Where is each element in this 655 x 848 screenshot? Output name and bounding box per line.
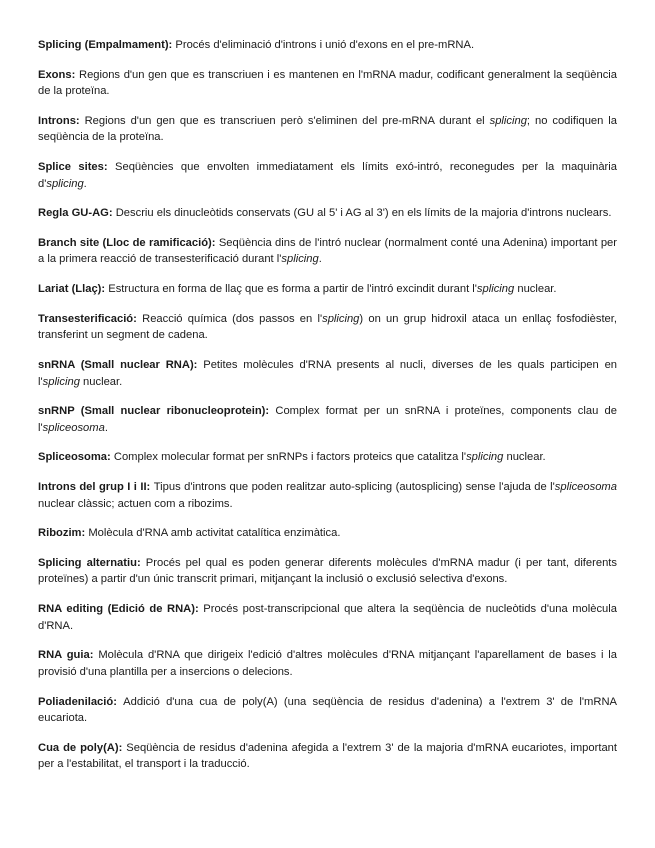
glossary-entry bbox=[38, 281, 617, 298]
glossary-term: Splicing (Empalmament): bbox=[38, 39, 173, 51]
glossary-term: Cua de poly(A): bbox=[38, 741, 123, 754]
definition-text: Descriu els dinucleòtids conservats (GU al 5' i AG al 3') en els límits de la majoria d'introns nuclears. bbox=[115, 207, 612, 220]
italic-term: splicing bbox=[489, 114, 527, 127]
definition-text: Molècula d'RNA que dirigeix l'edició d'altres molècules d'RNA mitjançant l'aparellament de bases i la provisió d'una plantilla per a insercions o delecions. bbox=[38, 649, 618, 678]
definition-text: Complex molecular format per snRNPs i factors proteics que catalitza l' bbox=[113, 451, 467, 464]
glossary-entry bbox=[38, 601, 617, 634]
glossary-definition bbox=[114, 451, 546, 463]
glossary-entry bbox=[38, 479, 617, 512]
definition-text: Seqüència de residus d'adenina afegida a l'extrem 3' de la majoria d'mRNA eucariotes, important per a l'estabilitat, el transport i la traducció. bbox=[38, 741, 618, 771]
glossary-term: Ribozim: bbox=[38, 527, 86, 540]
definition-text: Procés d'eliminació d'introns i unió d'exons en el pre-mRNA. bbox=[175, 39, 475, 51]
glossary-definition bbox=[116, 207, 612, 219]
glossary-definition bbox=[175, 39, 474, 51]
glossary-term: Transesterificació: bbox=[38, 312, 137, 325]
definition-text: Regions d'un gen que es transcriuen i es mantenen en l'mRNA madur, codificant generalment la seqüència de la proteïna. bbox=[38, 68, 618, 98]
glossary-term: RNA guia: bbox=[38, 649, 94, 662]
glossary-entry bbox=[38, 311, 617, 344]
italic-term: splicing bbox=[281, 253, 319, 266]
glossary-list bbox=[38, 37, 617, 773]
glossary-term: Branch site (Lloc de ramificació): bbox=[38, 236, 216, 249]
glossary-entry bbox=[38, 740, 617, 773]
glossary-definition bbox=[38, 69, 617, 98]
glossary-term: Regla GU-AG: bbox=[38, 207, 113, 220]
italic-term: splicing bbox=[46, 177, 84, 190]
glossary-term: Poliadenilació: bbox=[38, 695, 117, 708]
glossary-entry bbox=[38, 205, 617, 222]
glossary-entry bbox=[38, 449, 617, 466]
glossary-definition bbox=[88, 527, 340, 539]
definition-text: Estructura en forma de llaç que es forma a partir de l'intró excindit durant l' bbox=[108, 283, 477, 296]
italic-term: spliceosoma bbox=[42, 421, 105, 434]
glossary-page bbox=[38, 37, 617, 786]
glossary-term: RNA editing (Edició de RNA): bbox=[38, 603, 199, 616]
italic-term: splicing bbox=[322, 312, 360, 325]
glossary-entry bbox=[38, 37, 617, 54]
glossary-entry bbox=[38, 403, 617, 436]
glossary-term: snRNP (Small nuclear ribonucleoprotein): bbox=[38, 405, 270, 418]
glossary-entry bbox=[38, 525, 617, 542]
glossary-term: snRNA (Small nuclear RNA): bbox=[38, 359, 198, 371]
glossary-definition bbox=[38, 649, 617, 678]
glossary-term: Introns: bbox=[38, 114, 80, 127]
glossary-term: Introns del grup I i II: bbox=[38, 481, 151, 494]
glossary-entry bbox=[38, 647, 617, 680]
definition-text: Reacció química (dos passos en l' bbox=[142, 312, 323, 325]
glossary-term: Splicing alternatiu: bbox=[38, 556, 141, 569]
definition-text: nuclear clàssic; actuen com a ribozims. bbox=[38, 497, 233, 510]
glossary-entry bbox=[38, 67, 617, 100]
glossary-entry bbox=[38, 235, 617, 268]
definition-text: . bbox=[104, 421, 108, 434]
definition-text: Molècula d'RNA amb activitat catalítica enzimàtica. bbox=[88, 527, 341, 540]
definition-text: Petites molècules d'RNA presents al nucli, diverses de les quals participen en l' bbox=[38, 359, 618, 388]
glossary-definition bbox=[108, 283, 556, 295]
glossary-entry bbox=[38, 555, 617, 588]
definition-text: . bbox=[318, 253, 322, 266]
glossary-term: Exons: bbox=[38, 68, 76, 81]
italic-term: splicing bbox=[42, 375, 80, 388]
definition-text: nuclear. bbox=[503, 451, 546, 464]
glossary-term: Spliceosoma: bbox=[38, 451, 111, 464]
glossary-entry bbox=[38, 694, 617, 727]
definition-text: Complex format per un snRNA i proteïnes, components clau de l' bbox=[38, 405, 617, 434]
definition-text: Procés pel qual es poden generar diferents molècules d'mRNA madur (i per tant, diferents proteïnes) a partir d'un únic transcrit primari, mitjançant la inclusió o exclusió selectiva d'exons. bbox=[38, 556, 617, 586]
glossary-term: Lariat (Llaç): bbox=[38, 283, 106, 296]
glossary-term: Splice sites: bbox=[38, 161, 108, 174]
glossary-entry bbox=[38, 357, 617, 390]
definition-text: . bbox=[83, 177, 87, 190]
glossary-definition bbox=[38, 696, 617, 725]
italic-term: spliceosoma bbox=[554, 481, 617, 494]
definition-text: nuclear. bbox=[79, 375, 123, 388]
italic-term: splicing bbox=[466, 451, 504, 464]
glossary-definition bbox=[38, 115, 617, 144]
definition-text: Seqüència dins de l'intró nuclear (normalment conté una Adenina) important per a la primera reacció de transesterificació durant l' bbox=[38, 236, 617, 266]
glossary-entry bbox=[38, 159, 617, 192]
definition-text: Seqüències que envolten immediatament els límits exó-intró, reconegudes per la maquinària d' bbox=[38, 161, 617, 190]
definition-text: Tipus d'introns que poden realitzar auto-splicing (autosplicing) sense l'ajuda de l' bbox=[153, 481, 555, 494]
definition-text: Regions d'un gen que es transcriuen però s'eliminen del pre-mRNA durant el bbox=[84, 114, 490, 127]
definition-text: Procés post-transcripcional que altera la seqüència de nucleòtids d'una molècula d'RNA. bbox=[38, 603, 617, 632]
definition-text: nuclear. bbox=[514, 283, 557, 296]
glossary-entry bbox=[38, 113, 617, 146]
glossary-definition bbox=[38, 161, 617, 190]
definition-text: Addició d'una cua de poly(A) (una seqüència de residus d'adenina) a l'extrem 3' de l'mRNA eucariota. bbox=[38, 695, 617, 724]
italic-term: splicing bbox=[476, 283, 515, 296]
definition-text: ) on un grup hidroxil ataca un enllaç fosfodièster, transferint un segment de cadena. bbox=[38, 312, 617, 342]
definition-text: ; no codifiquen la seqüència de la proteïna. bbox=[38, 114, 618, 144]
